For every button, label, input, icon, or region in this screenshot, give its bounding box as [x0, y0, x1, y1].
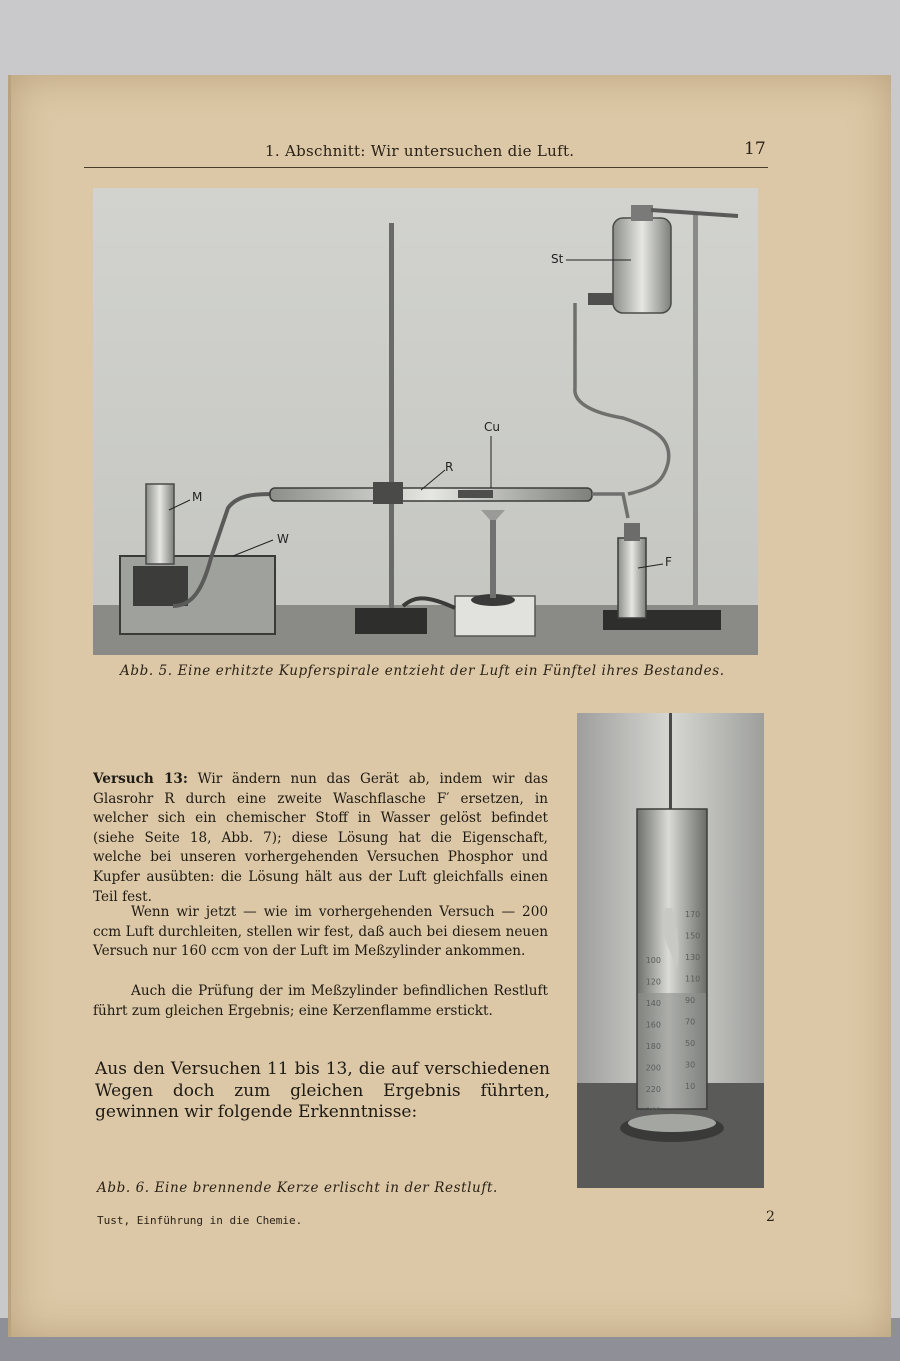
scale-mark: 160	[645, 1020, 661, 1030]
label-r: R	[445, 460, 454, 474]
scale-mark: 220	[645, 1085, 661, 1094]
label-st: St	[551, 252, 564, 266]
scale-mark: 150	[685, 931, 701, 941]
summary-paragraph: Aus den Versuchen 11 bis 13, die auf verschiedenen Wegen doch zum gleichen Ergebnis führten, gewinnen wir folgende Erkenntnisse:	[95, 1059, 550, 1122]
label-m: M	[192, 490, 203, 504]
scale-mark: 170	[685, 910, 701, 919]
label-f: F	[665, 555, 672, 569]
paragraph-2: Wenn wir jetzt — wie im vorhergehenden Versuch — 200 ccm Luft durchleiten, stellen wir fest, daß auch bei diesem neuen Versuch nur 160 ccm von der Luft im Meßzylinder ankommen.	[93, 904, 548, 960]
footer-author: Tust, Einführung in die Chemie.	[97, 1214, 303, 1227]
scale-mark: 180	[645, 1042, 661, 1051]
figure-6-photo	[577, 713, 764, 1188]
apparatus-illustration	[93, 188, 758, 655]
stand-base-left	[355, 608, 427, 634]
scale-mark: 30	[685, 1060, 696, 1070]
stand-rod-left	[389, 223, 394, 613]
scale-mark: 10	[685, 1082, 696, 1091]
figure-5-photo	[93, 188, 758, 655]
stand-rod-right	[693, 213, 698, 613]
wash-bottle-f	[618, 538, 646, 618]
burner-tube	[490, 518, 496, 598]
scale-mark: 110	[685, 974, 701, 984]
scale-mark: 70	[685, 1017, 696, 1027]
figure-5-caption: Abb. 5. Eine erhitzte Kupferspirale entzieht der Luft ein Fünftel ihres Bestandes.	[120, 663, 725, 679]
versuch-text: Wir ändern nun das Gerät ab, indem wir das Glasrohr R durch eine zweite Waschflasche F′ ersetzen, in welcher sich ein chemischer Stoff in Wasser gelöst befindet (siehe Seite 18, Abb. 7); diese Lösung hat die Eigenschaft, welche bei unseren vorhergehenden Versuchen Phosphor und Kupfer ausübten: die Lösung hält aus der Luft gleichfalls einen Teil fest.	[93, 771, 548, 905]
paragraph-3: Auch die Prüfung der im Meßzylinder befindlichen Restluft führt zum gleichen Ergebnis; eine Kerzenflamme erstickt.	[93, 983, 548, 1019]
cylinder-illustration	[577, 713, 764, 1188]
scale-mark: 240	[645, 1106, 661, 1116]
figure-6-caption: Abb. 6. Eine brennende Kerze erlischt in der Restluft.	[97, 1180, 498, 1196]
copper-spiral	[458, 490, 493, 498]
versuch-label: Versuch 13:	[93, 771, 188, 787]
scale-mark: 50	[685, 1039, 696, 1048]
scale-mark: 100	[645, 956, 661, 965]
scale-mark: 140	[645, 999, 661, 1008]
glass-tube-r	[270, 488, 592, 501]
label-w: W	[277, 532, 289, 546]
scale-mark: 90	[685, 996, 696, 1005]
scale-mark: 130	[685, 953, 701, 962]
sheet-number: 2	[766, 1209, 775, 1225]
header-rule	[84, 167, 768, 168]
reservoir-st	[613, 218, 671, 313]
versuch-paragraph	[93, 770, 548, 907]
scale-mark: 200	[645, 1063, 661, 1073]
page-number: 17	[744, 139, 766, 159]
scale-mark: 120	[645, 977, 661, 987]
label-cu: Cu	[484, 420, 500, 434]
measuring-cylinder	[146, 484, 174, 564]
running-header: 1. Abschnitt: Wir untersuchen die Luft.	[265, 142, 575, 160]
